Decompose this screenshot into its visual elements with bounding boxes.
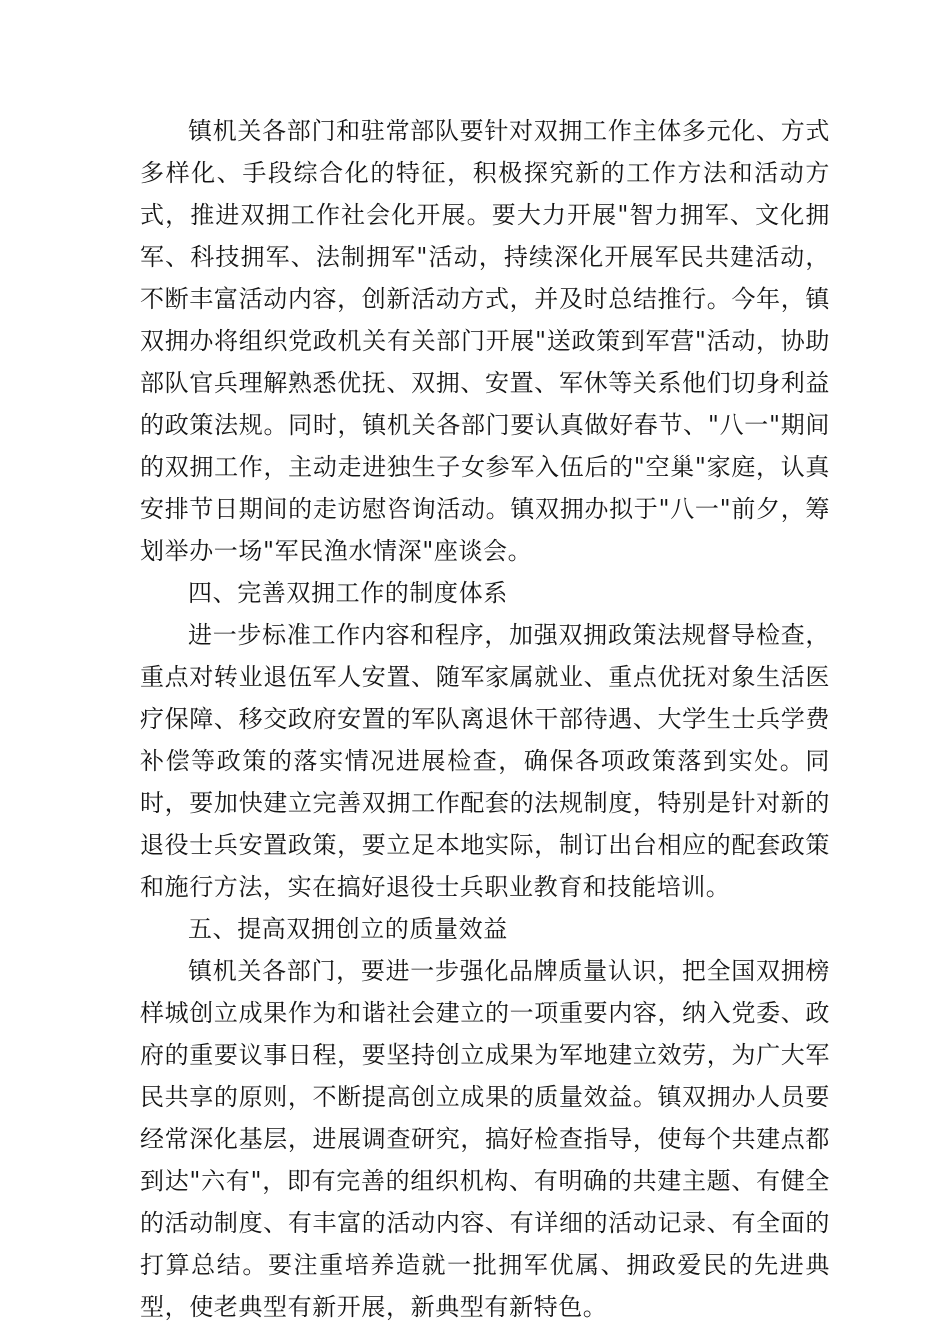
section-heading-4: 四、完善双拥工作的制度体系 bbox=[188, 579, 508, 607]
paragraph-system: 进一步标准工作内容和程序，加强双拥政策法规督导检查，重点对转业退伍军人安置、随军家属就业、重点优抚对象生活医疗保障、移交政府安置的军队离退休干部待遇、大学生士兵学费补偿等政策的落实情况进展检查，确保各项政策落到实处。同时，要加快建立完善双拥工作配套的法规制度，特别是针对新的退役士兵安置政策，要立足本地实际，制订出台相应的配套政策和施行方法，实在搞好退役士兵职业教育和技能培训。 bbox=[140, 621, 830, 901]
section-heading-5: 五、提高双拥创立的质量效益 bbox=[188, 915, 508, 943]
document-body bbox=[140, 110, 830, 1328]
paragraph-quality: 镇机关各部门，要进一步强化品牌质量认识，把全国双拥榜样城创立成果作为和谐社会建立的一项重要内容，纳入党委、政府的重要议事日程，要坚持创立成果为军地建立效劳，为广大军民共享的原则，不断提高创立成果的质量效益。镇双拥办人员要经常深化基层，进展调查研究，搞好检查指导，使每个共建点都到达"六有"，即有完善的组织机构、有明确的共建主题、有健全的活动制度、有丰富的活动内容、有详细的活动记录、有全面的打算总结。要注重培养造就一批拥军优属、拥政爱民的先进典型，使老典型有新开展，新典型有新特色。 bbox=[140, 957, 830, 1321]
paragraph-activities: 镇机关各部门和驻常部队要针对双拥工作主体多元化、方式多样化、手段综合化的特征，积极探究新的工作方法和活动方式，推进双拥工作社会化开展。要大力开展"智力拥军、文化拥军、科技拥军、法制拥军"活动，持续深化开展军民共建活动，不断丰富活动内容，创新活动方式，并及时总结推行。今年，镇双拥办将组织党政机关有关部门开展"送政策到军营"活动，协助部队官兵理解熟悉优抚、双拥、安置、军休等关系他们切身利益的政策法规。同时，镇机关各部门要认真做好春节、"八一"期间的双拥工作，主动走进独生子女参军入伍后的"空巢"家庭，认真安排节日期间的走访慰咨询活动。镇双拥办拟于"八一"前夕，筹划举办一场"军民渔水情深"座谈会。 bbox=[140, 117, 830, 565]
